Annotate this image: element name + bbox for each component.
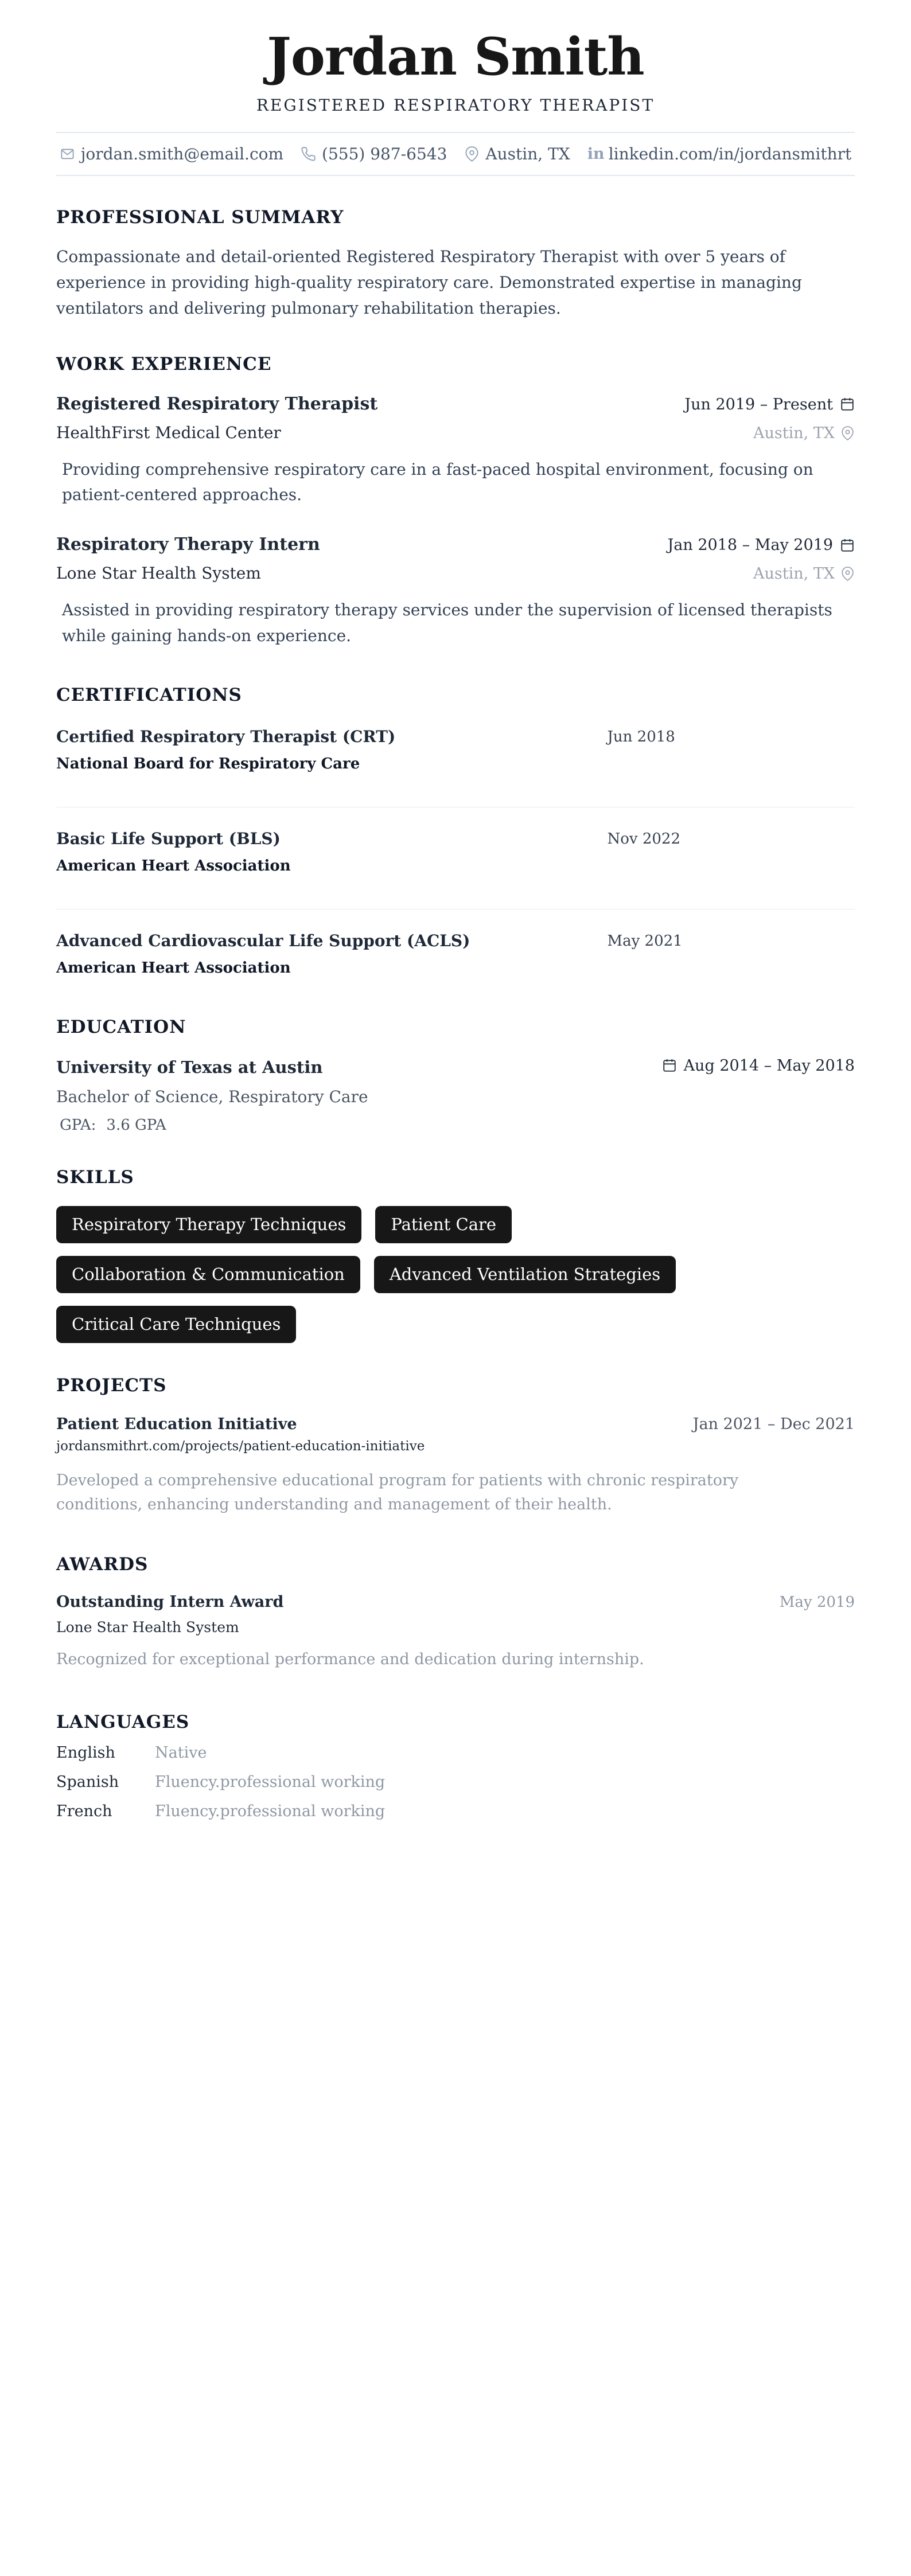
calendar-icon <box>662 1058 677 1073</box>
map-pin-icon <box>840 426 855 440</box>
language-name: French <box>56 1802 112 1821</box>
experience-dates-text: Jan 2018 – May 2019 <box>667 536 833 555</box>
section-professional-summary <box>56 207 855 322</box>
experience-dates <box>667 536 855 554</box>
section-certifications <box>56 685 855 977</box>
experience-location-text: Austin, TX <box>753 424 835 442</box>
section-languages <box>56 1712 855 1820</box>
language-row <box>56 1744 855 1762</box>
section-heading-experience: WORK EXPERIENCE <box>56 353 272 374</box>
experience-company: Lone Star Health System <box>56 564 261 583</box>
skill-pill: Critical Care Techniques <box>56 1306 296 1343</box>
education-entry-header <box>56 1057 855 1078</box>
language-name: Spanish <box>56 1773 119 1792</box>
education-degree: Bachelor of Science, Respiratory Care <box>56 1087 368 1107</box>
project-entry-header <box>56 1415 855 1433</box>
experience-job-title: Respiratory Therapy Intern <box>56 534 320 555</box>
certification-entry <box>56 931 855 977</box>
summary-text: Compassionate and detail-oriented Registered Respiratory Therapist with over 5 years of experience in providing high-quality respiratory care. Demonstrated expertise in managing ventilators and delivering pulmonary rehabilitation therapies. <box>56 247 802 318</box>
experience-dates <box>684 396 855 413</box>
contact-email[interactable] <box>60 145 283 163</box>
person-name: Jordan Smith <box>267 26 644 87</box>
contact-linkedin-text: linkedin.com/in/jordansmithrt <box>608 144 852 163</box>
section-projects <box>56 1375 855 1517</box>
skill-pill: Respiratory Therapy Techniques <box>56 1206 361 1243</box>
award-date: May 2019 <box>779 1594 855 1611</box>
skill-pill: Collaboration & Communication <box>56 1256 360 1293</box>
contact-email-text: jordan.smith@email.com <box>80 144 284 163</box>
section-heading-education: EDUCATION <box>56 1016 186 1037</box>
language-level: Fluency.professional working <box>155 1802 386 1821</box>
experience-description: Providing comprehensive respiratory care in a fast-paced hospital environment, focusing on patient-centered approaches. <box>62 459 813 505</box>
section-heading-certifications: CERTIFICATIONS <box>56 684 242 705</box>
experience-entry-subheader <box>56 423 855 442</box>
skill-pill: Advanced Ventilation Strategies <box>374 1256 676 1293</box>
certification-name: Advanced Cardiovascular Life Support (ACLS) <box>56 931 470 950</box>
certification-date: May 2021 <box>607 932 683 950</box>
language-row <box>56 1773 855 1791</box>
project-entry <box>56 1415 855 1517</box>
resume-header <box>56 26 855 115</box>
skills-list <box>56 1206 745 1342</box>
certification-name: Basic Life Support (BLS) <box>56 829 281 848</box>
experience-company: HealthFirst Medical Center <box>56 423 281 442</box>
experience-entry-subheader <box>56 564 855 583</box>
award-entry-header <box>56 1593 855 1611</box>
experience-entry <box>56 534 855 649</box>
phone-icon <box>301 146 316 162</box>
award-entry <box>56 1593 855 1668</box>
experience-entry-header <box>56 534 855 555</box>
experience-entry-header <box>56 394 855 414</box>
certification-issuer: National Board for Respiratory Care <box>56 755 360 772</box>
project-description: Developed a comprehensive educational program for patients with chronic respiratory conditions, enhancing understanding and management of their health. <box>56 1471 739 1513</box>
experience-location <box>753 424 855 442</box>
section-heading-projects: PROJECTS <box>56 1375 167 1396</box>
education-gpa <box>56 1117 855 1134</box>
language-level: Fluency.professional working <box>155 1773 386 1792</box>
certification-issuer: American Heart Association <box>56 959 291 977</box>
calendar-icon <box>840 538 855 553</box>
project-url[interactable]: jordansmithrt.com/projects/patient-education-initiative <box>56 1438 425 1454</box>
section-heading-summary: PROFESSIONAL SUMMARY <box>56 206 344 228</box>
education-school: University of Texas at Austin <box>56 1057 323 1078</box>
section-heading-languages: LANGUAGES <box>56 1712 190 1733</box>
contact-location <box>464 145 570 163</box>
languages-list <box>56 1744 855 1820</box>
contact-location-text: Austin, TX <box>485 144 570 163</box>
education-gpa-value: 3.6 GPA <box>106 1117 166 1134</box>
certification-date: Nov 2022 <box>607 830 680 848</box>
experience-location-text: Austin, TX <box>753 565 835 583</box>
certification-entry <box>56 829 855 910</box>
experience-job-title: Registered Respiratory Therapist <box>56 393 378 414</box>
section-heading-skills: SKILLS <box>56 1167 134 1188</box>
language-level: Native <box>155 1744 207 1762</box>
language-row <box>56 1802 855 1820</box>
award-organization: Lone Star Health System <box>56 1619 239 1636</box>
project-name: Patient Education Initiative <box>56 1415 297 1433</box>
certification-name: Certified Respiratory Therapist (CRT) <box>56 727 396 746</box>
calendar-icon <box>840 397 855 412</box>
section-work-experience <box>56 354 855 649</box>
education-dates <box>662 1057 855 1075</box>
section-skills <box>56 1167 855 1342</box>
experience-dates-text: Jun 2019 – Present <box>684 395 833 413</box>
award-name: Outstanding Intern Award <box>56 1593 284 1611</box>
certification-date: Jun 2018 <box>607 728 675 746</box>
award-description: Recognized for exceptional performance and dedication during internship. <box>56 1650 644 1669</box>
map-pin-icon <box>464 146 480 162</box>
skill-pill: Patient Care <box>375 1206 512 1243</box>
experience-description: Assisted in providing respiratory therapy services under the supervision of licensed therapists while gaining hands-on experience. <box>62 600 832 645</box>
contact-phone[interactable] <box>301 145 447 163</box>
contact-bar <box>56 132 855 176</box>
experience-location <box>753 565 855 583</box>
person-job-title: REGISTERED RESPIRATORY THERAPIST <box>256 95 655 115</box>
project-dates: Jan 2021 – Dec 2021 <box>692 1415 855 1433</box>
language-name: English <box>56 1744 115 1762</box>
experience-entry <box>56 394 855 509</box>
linkedin-icon: in <box>587 145 605 163</box>
education-gpa-label: GPA: <box>60 1117 96 1134</box>
contact-linkedin[interactable] <box>587 145 852 163</box>
education-dates-text: Aug 2014 – May 2018 <box>683 1056 855 1075</box>
certification-issuer: American Heart Association <box>56 857 291 875</box>
section-heading-awards: AWARDS <box>56 1554 149 1575</box>
certification-entry <box>56 727 855 807</box>
mail-icon <box>60 146 75 162</box>
contact-phone-text: (555) 987-6543 <box>322 144 447 163</box>
map-pin-icon <box>840 567 855 581</box>
section-awards <box>56 1554 855 1668</box>
section-education <box>56 1017 855 1134</box>
